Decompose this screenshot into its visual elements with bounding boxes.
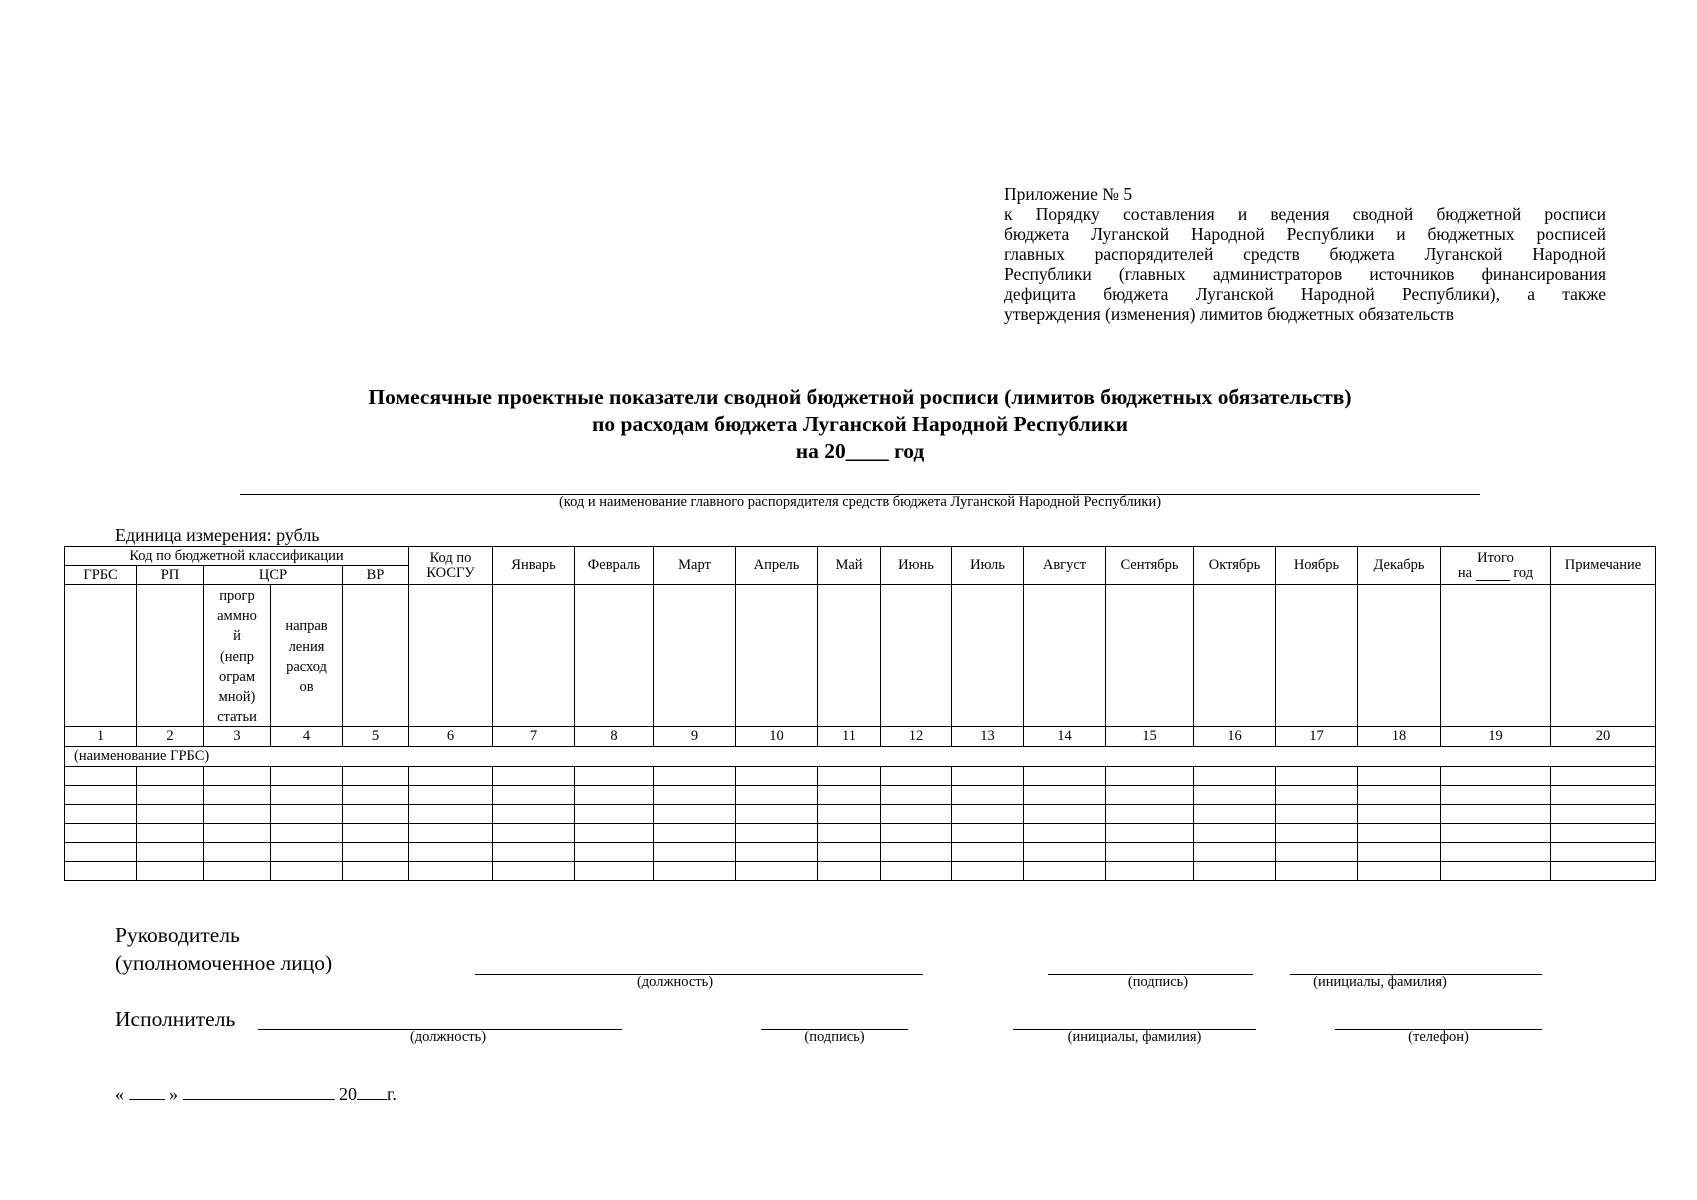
header-empty-cell xyxy=(137,585,204,727)
header-empty-cell xyxy=(881,585,952,727)
program-article-line: (непр xyxy=(219,648,255,665)
header-empty-cell xyxy=(343,585,409,727)
date-day-blank[interactable] xyxy=(129,1085,165,1100)
total-header-line: Итого xyxy=(1477,549,1514,566)
table-cell[interactable] xyxy=(343,786,409,805)
grbs-name-row: (наименование ГРБС) xyxy=(65,747,1656,767)
executor-name-caption: (инициалы, фамилия) xyxy=(1067,1029,1202,1045)
column-number: 5 xyxy=(343,727,409,747)
header-empty-cell xyxy=(65,585,137,727)
table-cell[interactable] xyxy=(952,767,1024,786)
month-header-jul: Июль xyxy=(952,547,1024,585)
appendix-line: дефицита бюджета Луганской Народной Республики), а также xyxy=(1004,284,1606,304)
table-cell[interactable] xyxy=(1024,862,1106,881)
table-cell[interactable] xyxy=(271,805,343,824)
table-cell[interactable] xyxy=(1551,862,1656,881)
table-row[interactable] xyxy=(65,824,1656,843)
appendix-title: Приложение № 5 xyxy=(1004,184,1133,204)
table-cell[interactable] xyxy=(65,786,137,805)
title-line: на 20____ год xyxy=(795,439,925,463)
date-open-quote: « xyxy=(115,1084,124,1104)
table-cell[interactable] xyxy=(1358,843,1441,862)
appendix-line: главных распорядителей средств бюджета Луганской Народной xyxy=(1004,244,1606,264)
month-header-mar: Март xyxy=(654,547,736,585)
table-cell[interactable] xyxy=(1276,862,1358,881)
table-cell[interactable] xyxy=(818,843,881,862)
table-cell[interactable] xyxy=(204,862,271,881)
budget-table xyxy=(64,546,1656,881)
table-cell[interactable] xyxy=(493,862,575,881)
table-cell[interactable] xyxy=(1024,824,1106,843)
column-number: 2 xyxy=(137,727,204,747)
table-cell[interactable] xyxy=(654,767,736,786)
table-cell[interactable] xyxy=(65,843,137,862)
table-cell[interactable] xyxy=(881,805,952,824)
table-cell[interactable] xyxy=(1024,786,1106,805)
table-cell[interactable] xyxy=(204,824,271,843)
table-cell[interactable] xyxy=(575,767,654,786)
appendix-line: Республики (главных администраторов источников финансирования xyxy=(1004,264,1606,284)
table-cell[interactable] xyxy=(204,805,271,824)
table-cell[interactable] xyxy=(1024,767,1106,786)
table-cell[interactable] xyxy=(654,805,736,824)
column-number-row xyxy=(65,727,1656,747)
month-header-oct: Октябрь xyxy=(1194,547,1276,585)
header-empty-cell xyxy=(409,585,493,727)
table-cell[interactable] xyxy=(493,767,575,786)
expense-direction-line: расход xyxy=(286,658,327,675)
table-cell[interactable] xyxy=(1106,843,1194,862)
table-cell[interactable] xyxy=(65,824,137,843)
table-row[interactable] xyxy=(65,843,1656,862)
rp-header: РП xyxy=(137,566,204,585)
expense-direction-header xyxy=(271,585,343,727)
table-cell[interactable] xyxy=(952,805,1024,824)
head-position-caption: (должность) xyxy=(636,974,714,990)
appendix-line: к Порядку составления и ведения сводной бюджетной росписи xyxy=(1004,204,1606,224)
total-year-blank[interactable] xyxy=(1476,567,1510,581)
appendix-line: бюджета Луганской Народной Республики и бюджетных росписей xyxy=(1004,224,1606,244)
column-number: 4 xyxy=(271,727,343,747)
table-cell[interactable] xyxy=(409,786,493,805)
appendix-line: утверждения (изменения) лимитов бюджетных обязательств xyxy=(1004,304,1454,324)
header-empty-cell xyxy=(1551,585,1656,727)
table-cell[interactable] xyxy=(1358,824,1441,843)
table-cell[interactable] xyxy=(1441,862,1551,881)
table-cell[interactable] xyxy=(409,824,493,843)
header-empty-cell xyxy=(1106,585,1194,727)
month-header-may: Май xyxy=(818,547,881,585)
executor-signature-caption: (подпись) xyxy=(804,1029,865,1045)
column-number: 3 xyxy=(204,727,271,747)
table-cell[interactable] xyxy=(881,862,952,881)
table-cell[interactable] xyxy=(575,843,654,862)
head-label-authorized: (уполномоченное лицо) xyxy=(115,951,333,975)
head-label: Руководитель xyxy=(115,923,240,947)
total-header-line xyxy=(1441,566,1550,581)
note-header: Примечание xyxy=(1551,547,1656,585)
table-cell[interactable] xyxy=(271,862,343,881)
program-article-line: статьи xyxy=(217,709,257,726)
month-header-jan: Январь xyxy=(493,547,575,585)
month-header-feb: Февраль xyxy=(575,547,654,585)
table-cell[interactable] xyxy=(1106,805,1194,824)
budget-class-header: Код по бюджетной классификации xyxy=(65,547,409,566)
table-cell[interactable] xyxy=(137,824,204,843)
table-cell[interactable] xyxy=(818,767,881,786)
date-month-blank[interactable] xyxy=(183,1085,335,1100)
vr-header: ВР xyxy=(343,566,409,585)
total-header xyxy=(1441,547,1551,585)
column-number: 10 xyxy=(736,727,818,747)
table-cell[interactable] xyxy=(1551,786,1656,805)
grbs-header: ГРБС xyxy=(65,566,137,585)
table-cell[interactable] xyxy=(1194,767,1276,786)
header-empty-cell xyxy=(1441,585,1551,727)
table-cell[interactable] xyxy=(654,862,736,881)
table-cell[interactable] xyxy=(343,843,409,862)
column-number: 1 xyxy=(65,727,137,747)
table-cell[interactable] xyxy=(1441,843,1551,862)
csr-header: ЦСР xyxy=(204,566,343,585)
date-field xyxy=(115,1084,397,1104)
table-row[interactable] xyxy=(65,767,1656,786)
table-cell[interactable] xyxy=(343,767,409,786)
table-cell[interactable] xyxy=(736,805,818,824)
table-cell[interactable] xyxy=(1106,862,1194,881)
expense-direction-line: ов xyxy=(299,678,314,695)
program-article-line: ограм xyxy=(218,668,256,685)
table-cell[interactable] xyxy=(271,786,343,805)
header-empty-cell xyxy=(1276,585,1358,727)
table-cell[interactable] xyxy=(1358,786,1441,805)
header-empty-cell xyxy=(493,585,575,727)
table-cell[interactable] xyxy=(137,862,204,881)
table-cell[interactable] xyxy=(881,786,952,805)
header-empty-cell xyxy=(654,585,736,727)
month-header-dec: Декабрь xyxy=(1358,547,1441,585)
table-cell[interactable] xyxy=(1276,843,1358,862)
column-number: 13 xyxy=(952,727,1024,747)
title-line: Помесячные проектные показатели сводной бюджетной росписи (лимитов бюджетных обязательств) xyxy=(368,385,1352,409)
column-number: 8 xyxy=(575,727,654,747)
table-cell[interactable] xyxy=(736,862,818,881)
table-cell[interactable] xyxy=(1276,805,1358,824)
total-suffix: год xyxy=(1513,564,1534,581)
column-number: 9 xyxy=(654,727,736,747)
header-empty-cell xyxy=(818,585,881,727)
table-cell[interactable] xyxy=(271,843,343,862)
header-empty-cell xyxy=(1358,585,1441,727)
appendix-note xyxy=(1004,184,1606,324)
column-number: 19 xyxy=(1441,727,1551,747)
table-row[interactable] xyxy=(65,862,1656,881)
table-cell[interactable] xyxy=(1551,767,1656,786)
table-cell[interactable] xyxy=(1024,805,1106,824)
table-cell[interactable] xyxy=(818,805,881,824)
month-header-aug: Август xyxy=(1024,547,1106,585)
table-cell[interactable] xyxy=(1358,862,1441,881)
table-cell[interactable] xyxy=(654,786,736,805)
header-empty-cell xyxy=(1194,585,1276,727)
table-cell[interactable] xyxy=(575,805,654,824)
column-number: 16 xyxy=(1194,727,1276,747)
table-cell[interactable] xyxy=(1194,805,1276,824)
table-cell[interactable] xyxy=(736,786,818,805)
date-year-suffix: г. xyxy=(387,1084,397,1104)
month-header-nov: Ноябрь xyxy=(1276,547,1358,585)
table-cell[interactable] xyxy=(271,767,343,786)
title-line: по расходам бюджета Луганской Народной Республики xyxy=(592,412,1128,436)
header-empty-cell xyxy=(952,585,1024,727)
date-year-blank[interactable] xyxy=(357,1085,387,1100)
header-empty-cell xyxy=(736,585,818,727)
column-number: 14 xyxy=(1024,727,1106,747)
table-cell[interactable] xyxy=(818,786,881,805)
table-cell[interactable] xyxy=(493,843,575,862)
table-cell[interactable] xyxy=(575,786,654,805)
column-number: 12 xyxy=(881,727,952,747)
table-cell[interactable] xyxy=(654,824,736,843)
table-cell[interactable] xyxy=(575,862,654,881)
table-cell[interactable] xyxy=(1106,786,1194,805)
head-signature-caption: (подпись) xyxy=(1127,974,1189,990)
column-number: 20 xyxy=(1551,727,1656,747)
table-cell[interactable] xyxy=(204,843,271,862)
table-cell[interactable] xyxy=(1194,862,1276,881)
table-cell[interactable] xyxy=(1551,824,1656,843)
expense-direction-line: направ xyxy=(285,618,328,635)
header-empty-cell xyxy=(575,585,654,727)
table-cell[interactable] xyxy=(1024,843,1106,862)
document-title xyxy=(150,384,1570,465)
table-cell[interactable] xyxy=(409,843,493,862)
table-cell[interactable] xyxy=(736,767,818,786)
table-cell[interactable] xyxy=(1551,843,1656,862)
column-number: 15 xyxy=(1106,727,1194,747)
executor-position-caption: (должность) xyxy=(409,1029,487,1045)
program-article-line: прогр xyxy=(219,588,255,604)
table-cell[interactable] xyxy=(137,805,204,824)
table-row[interactable] xyxy=(65,786,1656,805)
table-cell[interactable] xyxy=(271,824,343,843)
table-cell[interactable] xyxy=(137,786,204,805)
table-cell[interactable] xyxy=(1276,786,1358,805)
table-cell[interactable] xyxy=(204,767,271,786)
column-number: 11 xyxy=(818,727,881,747)
table-cell[interactable] xyxy=(1441,767,1551,786)
program-article-header xyxy=(204,585,271,727)
table-cell[interactable] xyxy=(65,805,137,824)
table-cell[interactable] xyxy=(1358,805,1441,824)
column-number: 7 xyxy=(493,727,575,747)
unit-of-measure: Единица измерения: рубль xyxy=(115,525,320,545)
kosgu-header xyxy=(409,547,493,585)
program-article-line: аммно xyxy=(217,608,257,625)
table-cell[interactable] xyxy=(1194,824,1276,843)
column-number: 18 xyxy=(1358,727,1441,747)
executor-phone-caption: (телефон) xyxy=(1408,1029,1469,1045)
program-article-line: мной) xyxy=(218,689,256,706)
table-cell[interactable] xyxy=(1551,805,1656,824)
table-cell[interactable] xyxy=(952,824,1024,843)
table-cell[interactable] xyxy=(1106,767,1194,786)
kosgu-header-line: Код по xyxy=(429,549,472,566)
table-cell[interactable] xyxy=(65,767,137,786)
table-cell[interactable] xyxy=(1441,786,1551,805)
total-prefix: на xyxy=(1457,564,1473,581)
table-cell[interactable] xyxy=(343,862,409,881)
month-header-jun: Июнь xyxy=(881,547,952,585)
table-cell[interactable] xyxy=(493,805,575,824)
head-name-caption: (инициалы, фамилия) xyxy=(1313,974,1447,990)
table-cell[interactable] xyxy=(818,862,881,881)
table-cell[interactable] xyxy=(1441,805,1551,824)
table-cell[interactable] xyxy=(736,824,818,843)
table-cell[interactable] xyxy=(409,862,493,881)
table-cell[interactable] xyxy=(204,786,271,805)
table-cell[interactable] xyxy=(409,767,493,786)
table-cell[interactable] xyxy=(1441,824,1551,843)
program-article-line: й xyxy=(233,628,241,645)
table-cell[interactable] xyxy=(881,843,952,862)
org-caption: (код и наименование главного распорядителя средств бюджета Луганской Народной Республики) xyxy=(558,494,1162,510)
table-cell[interactable] xyxy=(137,767,204,786)
table-cell[interactable] xyxy=(818,824,881,843)
table-row[interactable] xyxy=(65,805,1656,824)
date-year-prefix: 20 xyxy=(339,1084,357,1104)
table-cell[interactable] xyxy=(343,824,409,843)
table-cell[interactable] xyxy=(1276,767,1358,786)
table-cell[interactable] xyxy=(952,843,1024,862)
column-number: 17 xyxy=(1276,727,1358,747)
table-cell[interactable] xyxy=(654,843,736,862)
column-number: 6 xyxy=(409,727,493,747)
kosgu-header-line: КОСГУ xyxy=(426,564,475,581)
table-cell[interactable] xyxy=(952,786,1024,805)
table-cell[interactable] xyxy=(493,824,575,843)
table-cell[interactable] xyxy=(409,805,493,824)
executor-label: Исполнитель xyxy=(115,1007,236,1031)
table-cell[interactable] xyxy=(1358,767,1441,786)
table-cell[interactable] xyxy=(1194,843,1276,862)
table-cell[interactable] xyxy=(1276,824,1358,843)
table-cell[interactable] xyxy=(881,824,952,843)
table-cell[interactable] xyxy=(343,805,409,824)
table-cell[interactable] xyxy=(1194,786,1276,805)
table-cell[interactable] xyxy=(736,843,818,862)
table-cell[interactable] xyxy=(1106,824,1194,843)
month-header-apr: Апрель xyxy=(736,547,818,585)
table-cell[interactable] xyxy=(137,843,204,862)
month-header-sep: Сентябрь xyxy=(1106,547,1194,585)
table-cell[interactable] xyxy=(493,786,575,805)
table-cell[interactable] xyxy=(952,862,1024,881)
table-cell[interactable] xyxy=(65,862,137,881)
table-cell[interactable] xyxy=(575,824,654,843)
header-empty-cell xyxy=(1024,585,1106,727)
date-close-quote: » xyxy=(169,1084,178,1104)
expense-direction-line: ления xyxy=(288,638,325,655)
table-cell[interactable] xyxy=(881,767,952,786)
